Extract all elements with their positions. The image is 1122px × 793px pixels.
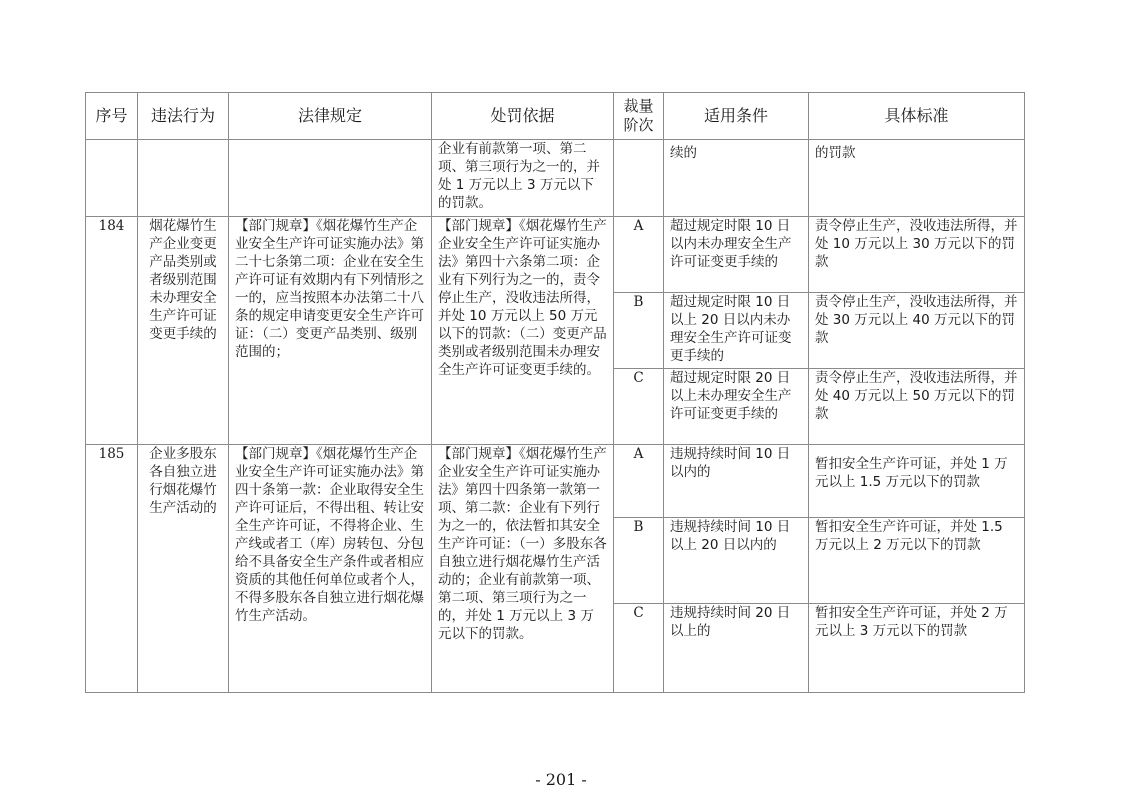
- cell-level: B: [614, 518, 664, 604]
- cell-condition: 违规持续时间 10 日以内的: [664, 445, 809, 518]
- cell-standard: 暂扣安全生产许可证，并处 2 万元以上 3 万元以下的罚款: [809, 604, 1025, 693]
- cell-law: 【部门规章】《烟花爆竹生产企业安全生产许可证实施办法》第四十条第一款：企业取得安全生产许可证后，不得出租、转让安全生产许可证，不得将企业、生产线或者工（库）房转包、分包给不具备安全生产条件或者相应资质的其他任何单位或者个人，不得多股东各自独立进行烟花爆竹生产活动。: [229, 445, 432, 693]
- cell-seq: 184: [86, 217, 138, 445]
- cell-condition: 续的: [664, 140, 809, 217]
- header-seq: 序号: [86, 93, 138, 140]
- cell-standard: 责令停止生产，没收违法所得，并处 30 万元以上 40 万元以下的罚款: [809, 293, 1025, 369]
- cell-level: A: [614, 445, 664, 518]
- cell-standard: 暂扣安全生产许可证，并处 1.5 万元以上 2 万元以下的罚款: [809, 518, 1025, 604]
- cell-level: C: [614, 369, 664, 445]
- header-standard: 具体标准: [809, 93, 1025, 140]
- cell-level: [614, 140, 664, 217]
- penalty-table: [85, 92, 1025, 693]
- cell-basis: 【部门规章】《烟花爆竹生产企业安全生产许可证实施办法》第四十六条第二项：企业有下列行为之一的，责令停止生产，没收违法所得，并处 10 万元以上 50 万元以下的罚款：（二）变更产品类别或者级别范围未办理安全生产许可证变更手续的。: [432, 217, 614, 445]
- cell-condition: 违规持续时间 10 日以上 20 日以内的: [664, 518, 809, 604]
- cell-level: B: [614, 293, 664, 369]
- cell-behavior: 企业多股东各自独立进行烟花爆竹生产活动的: [138, 445, 229, 693]
- header-level-line2: 阶次: [623, 116, 654, 134]
- cell-behavior: [138, 140, 229, 217]
- cell-law: 【部门规章】《烟花爆竹生产企业安全生产许可证实施办法》第二十七条第二项：企业在安全生产许可证有效期内有下列情形之一的，应当按照本办法第二十八条的规定申请变更安全生产许可证：（二）变更产品类别、级别范围的；: [229, 217, 432, 445]
- header-law: 法律规定: [229, 93, 432, 140]
- header-basis: 处罚依据: [432, 93, 614, 140]
- header-level: [614, 93, 664, 140]
- header-row: [86, 93, 1025, 140]
- table-row-184: [86, 217, 1025, 293]
- table-row-185: [86, 445, 1025, 518]
- cell-law: [229, 140, 432, 217]
- cell-standard: 责令停止生产，没收违法所得，并处 10 万元以上 30 万元以下的罚款: [809, 217, 1025, 293]
- cell-seq: [86, 140, 138, 217]
- header-level-line1: 裁量: [623, 97, 654, 115]
- header-behavior: 违法行为: [138, 93, 229, 140]
- page-number: - 201 -: [535, 770, 587, 789]
- cell-standard: 暂扣安全生产许可证，并处 1 万元以上 1.5 万元以下的罚款: [809, 445, 1025, 518]
- header-condition: 适用条件: [664, 93, 809, 140]
- cell-seq: 185: [86, 445, 138, 693]
- cell-behavior: 烟花爆竹生产企业变更产品类别或者级别范围未办理安全生产许可证变更手续的: [138, 217, 229, 445]
- cell-condition: 超过规定时限 10 日以上 20 日以内未办理安全生产许可证变更手续的: [664, 293, 809, 369]
- cell-condition: 超过规定时限 20 日以上未办理安全生产许可证变更手续的: [664, 369, 809, 445]
- cell-level: C: [614, 604, 664, 693]
- table-row-continued: [86, 140, 1025, 217]
- cell-standard: 的罚款: [809, 140, 1025, 217]
- cell-basis: 【部门规章】《烟花爆竹生产企业安全生产许可证实施办法》第四十四条第一款第一项、第二款：企业有下列行为之一的，依法暂扣其安全生产许可证：（一）多股东各自独立进行烟花爆竹生产活动的；企业有前款第一项、第二项、第三项行为之一的，并处 1 万元以上 3 万元以下的罚款。: [432, 445, 614, 693]
- cell-condition: 超过规定时限 10 日以内未办理安全生产许可证变更手续的: [664, 217, 809, 293]
- cell-condition: 违规持续时间 20 日以上的: [664, 604, 809, 693]
- cell-level: A: [614, 217, 664, 293]
- cell-standard: 责令停止生产，没收违法所得，并处 40 万元以上 50 万元以下的罚款: [809, 369, 1025, 445]
- cell-basis: 企业有前款第一项、第二项、第三项行为之一的，并处 1 万元以上 3 万元以下的罚款。: [432, 140, 614, 217]
